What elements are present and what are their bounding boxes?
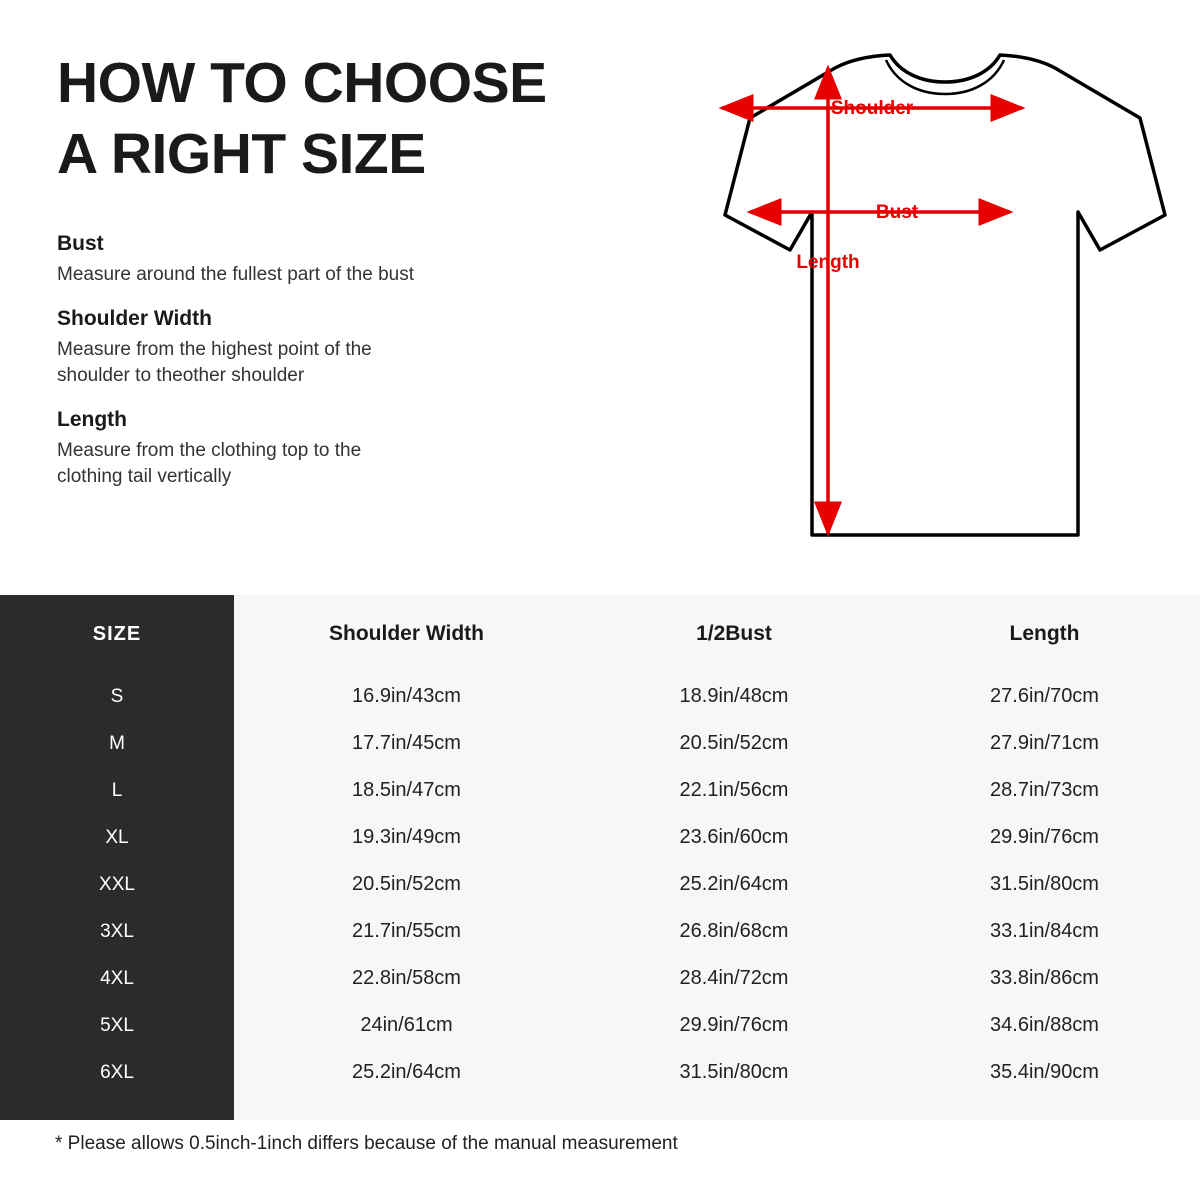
cell-shoulder: 16.9in/43cm: [352, 685, 461, 707]
tshirt-diagram: [600, 30, 1170, 570]
size-cell-row: [0, 720, 234, 767]
table-row: [234, 1002, 1200, 1049]
cell-shoulder: 22.8in/58cm: [352, 967, 461, 989]
table-row: [234, 1049, 1200, 1096]
definition-bust: [57, 232, 577, 289]
table-row: [234, 955, 1200, 1002]
definition-description: Measure around the fullest part of the bust: [57, 264, 414, 285]
definition-term: Bust: [57, 232, 104, 255]
cell-length: 28.7in/73cm: [990, 779, 1099, 801]
size-value: S: [110, 685, 124, 707]
table-row: [234, 673, 1200, 720]
size-value: XXL: [99, 873, 135, 895]
header-shoulder-width: Shoulder Width: [329, 622, 484, 645]
header-length: Length: [1009, 622, 1080, 645]
size-value: 5XL: [100, 1014, 134, 1036]
size-cell-row: [0, 767, 234, 814]
cell-bust: 25.2in/64cm: [679, 873, 789, 895]
cell-bust: 22.1in/56cm: [679, 779, 789, 801]
tshirt-outline: [725, 55, 1165, 535]
page-title: HOW TO CHOOSE A RIGHT SIZE: [57, 51, 547, 186]
cell-shoulder: 24in/61cm: [360, 1014, 453, 1036]
shoulder-label: Shoulder: [830, 98, 914, 119]
cell-length: 31.5in/80cm: [990, 873, 1099, 895]
size-cell-row: [0, 814, 234, 861]
size-cell-row: [0, 673, 234, 720]
table-row: [234, 861, 1200, 908]
size-column-header: [0, 595, 234, 673]
size-table: [0, 595, 1200, 1120]
size-cell-row: [0, 861, 234, 908]
measurement-footnote: * Please allows 0.5inch-1inch differs because of the manual measurement: [55, 1133, 678, 1154]
cell-shoulder: 17.7in/45cm: [352, 732, 461, 754]
cell-length: 33.8in/86cm: [990, 967, 1099, 989]
cell-bust: 28.4in/72cm: [679, 967, 789, 989]
cell-shoulder: 19.3in/49cm: [352, 826, 461, 848]
measurement-definitions: [57, 232, 577, 509]
table-row: [234, 767, 1200, 814]
cell-shoulder: 20.5in/52cm: [352, 873, 461, 895]
cell-length: 34.6in/88cm: [990, 1014, 1099, 1036]
cell-length: 35.4in/90cm: [990, 1061, 1099, 1083]
definition-term: Length: [57, 407, 127, 431]
definition-description: Measure from the highest point of the shoulder to theother shoulder: [57, 338, 372, 387]
header-half-bust: 1/2Bust: [696, 622, 772, 645]
size-cell-row: [0, 1002, 234, 1049]
cell-length: 27.9in/71cm: [990, 732, 1099, 754]
measurement-columns: [234, 595, 1200, 1120]
table-row: [234, 814, 1200, 861]
bust-label: Bust: [875, 202, 919, 223]
length-label: Length: [796, 252, 860, 273]
cell-bust: 18.9in/48cm: [679, 685, 789, 707]
cell-shoulder: 18.5in/47cm: [352, 779, 461, 801]
size-value: XL: [105, 826, 129, 848]
table-header-row: [234, 595, 1200, 673]
size-cell-row: [0, 955, 234, 1002]
cell-shoulder: 21.7in/55cm: [352, 920, 461, 942]
size-value: 6XL: [100, 1061, 134, 1083]
cell-shoulder: 25.2in/64cm: [352, 1061, 461, 1083]
size-value: 4XL: [100, 967, 134, 989]
definition-shoulder-width: [57, 307, 577, 390]
size-value: L: [111, 779, 123, 801]
size-cell-row: [0, 908, 234, 955]
cell-length: 27.6in/70cm: [990, 685, 1099, 707]
cell-length: 29.9in/76cm: [990, 826, 1099, 848]
table-row: [234, 908, 1200, 955]
size-value: 3XL: [100, 920, 134, 942]
top-section: [0, 0, 1200, 595]
size-value: M: [109, 732, 125, 754]
definition-description: Measure from the clothing top to the clothing tail vertically: [57, 439, 362, 488]
cell-bust: 20.5in/52cm: [679, 732, 789, 754]
cell-bust: 23.6in/60cm: [679, 826, 789, 848]
cell-bust: 31.5in/80cm: [679, 1061, 789, 1083]
size-cell-row: [0, 1049, 234, 1096]
size-column: [0, 595, 234, 1120]
definition-length: [57, 408, 577, 491]
cell-bust: 29.9in/76cm: [679, 1014, 789, 1036]
header-size: SIZE: [92, 622, 142, 645]
cell-bust: 26.8in/68cm: [679, 920, 789, 942]
table-row: [234, 720, 1200, 767]
cell-length: 33.1in/84cm: [990, 920, 1099, 942]
definition-term: Shoulder Width: [57, 306, 212, 330]
